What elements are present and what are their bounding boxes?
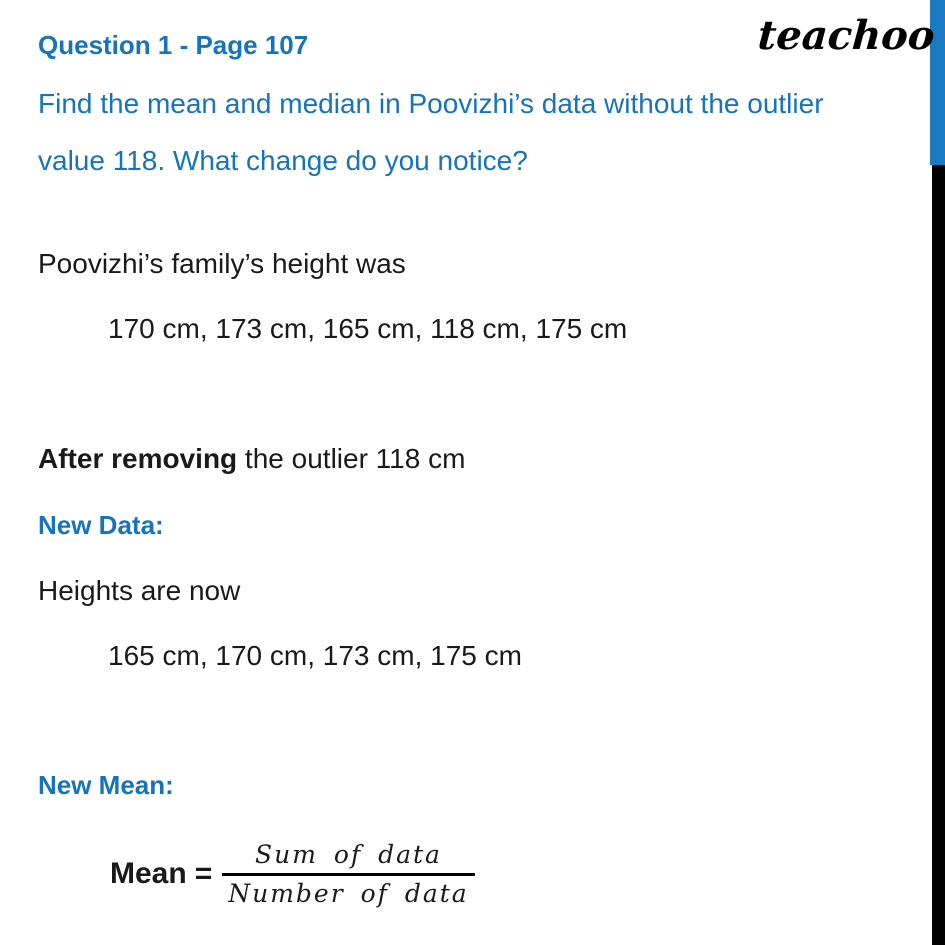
after-removing-bold-text: After removing [38,443,238,474]
fraction [222,840,475,908]
new-mean-heading: New Mean: [38,770,174,800]
new-data-values: 165 cm, 170 cm, 173 cm, 175 cm [108,640,522,671]
formula-lhs: Mean [110,857,187,890]
new-data-heading: New Data: [38,510,164,540]
page-title: Question 1 - Page 107 [38,30,309,60]
heights-now-text: Heights are now [38,575,241,606]
fraction-denominator: Number of data [222,873,475,908]
after-removing-rest-text: the outlier 118 cm [237,443,466,474]
fraction-numerator: Sum of data [254,840,442,869]
question-text-line1: Find the mean and median in Poovizhi’s data without the outlier [38,88,824,119]
teachoo-logo: teachoo [756,12,937,59]
mean-formula [110,840,475,908]
question-text-line2: value 118. What change do you notice? [38,145,528,176]
after-removing-line [38,442,465,476]
equals-sign: = [194,857,213,890]
right-accent-bar-black [932,165,945,945]
intro-text: Poovizhi’s family’s height was [38,248,406,279]
original-data-values: 170 cm, 173 cm, 165 cm, 118 cm, 175 cm [108,313,628,344]
